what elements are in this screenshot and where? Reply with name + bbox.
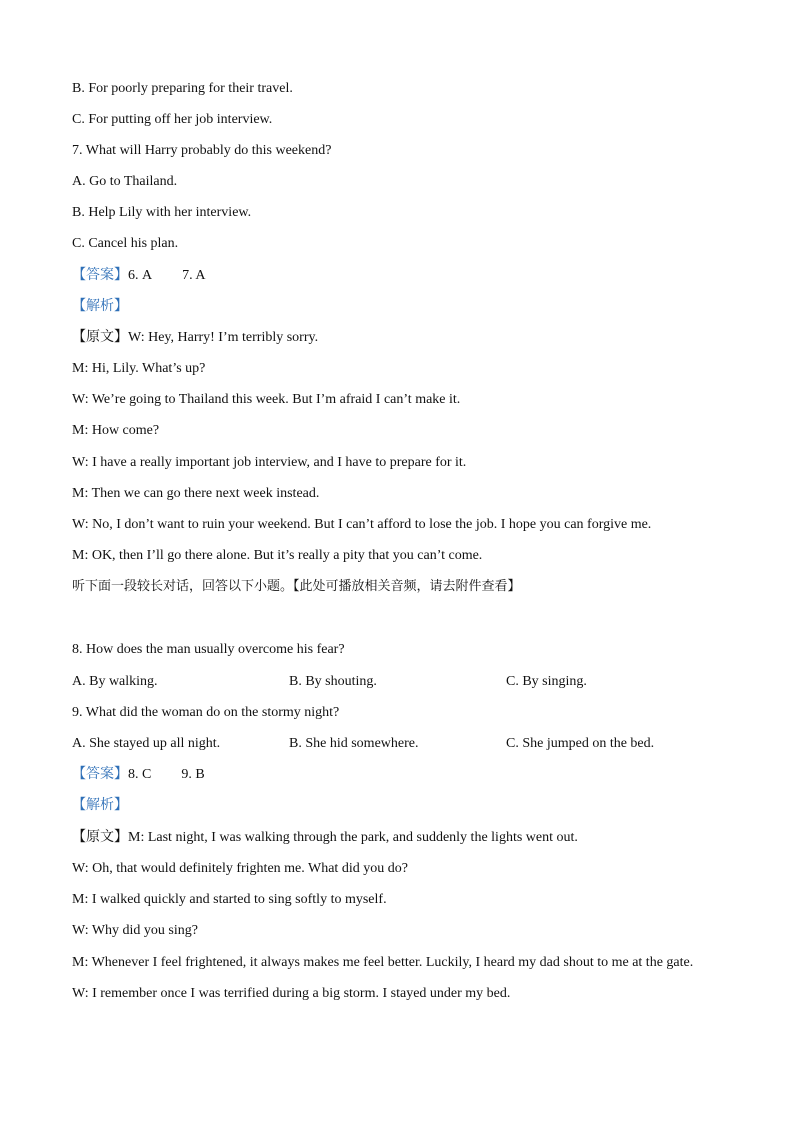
transcript-line: M: Then we can go there next week instead. <box>72 486 320 501</box>
q7-option-c: C. Cancel his plan. <box>72 236 179 251</box>
q7-option-a: A. Go to Thailand. <box>72 174 178 189</box>
transcript-line <box>72 829 578 847</box>
answer-7: 7. A <box>182 268 206 283</box>
transcript-text: M: Last night, I was walking through the park, and suddenly the lights went out. <box>128 830 578 845</box>
transcript-line: W: I remember once I was terrified during a big storm. I stayed under my bed. <box>72 986 511 1001</box>
answer-tag: 【答案】 <box>72 767 128 782</box>
q8-question: 8. How does the man usually overcome his fear? <box>72 642 345 657</box>
q7-option-b: B. Help Lily with her interview. <box>72 205 252 220</box>
transcript-line: W: No, I don’t want to ruin your weekend. But I can’t afford to lose the job. I hope you can forgive me. <box>72 517 652 532</box>
q8-option-c: C. By singing. <box>506 674 587 689</box>
transcript-line: M: Hi, Lily. What’s up? <box>72 361 206 376</box>
q9-option-a: A. She stayed up all night. <box>72 736 221 751</box>
transcript-line <box>72 329 318 347</box>
transcript-line: M: How come? <box>72 423 160 438</box>
listening-instruction: 听下面一段较长对话，回答以下小题。【此处可播放相关音频，请去附件查看】 <box>72 579 521 594</box>
answer-6: 6. A <box>128 268 153 283</box>
answer-8: 8. C <box>128 767 152 782</box>
analysis-tag-2: 【解析】 <box>72 798 128 813</box>
transcript-line: M: Whenever I feel frightened, it always makes me feel better. Luckily, I heard my dad shout to me at the gate. <box>72 955 694 970</box>
transcript-line: W: Oh, that would definitely frighten me. What did you do? <box>72 861 408 876</box>
answer-line-1 <box>72 267 205 285</box>
transcript-line: M: OK, then I’ll go there alone. But it’s really a pity that you can’t come. <box>72 548 483 563</box>
transcript-line: W: We’re going to Thailand this week. But I’m afraid I can’t make it. <box>72 392 461 407</box>
q8-option-a: A. By walking. <box>72 674 158 689</box>
q6-option-b: B. For poorly preparing for their travel. <box>72 81 293 96</box>
q9-option-b: B. She hid somewhere. <box>289 736 419 751</box>
answer-tag: 【答案】 <box>72 268 128 283</box>
q9-question: 9. What did the woman do on the stormy night? <box>72 705 340 720</box>
transcript-tag: 【原文】 <box>72 830 128 845</box>
q8-option-b: B. By shouting. <box>289 674 377 689</box>
q7-question: 7. What will Harry probably do this weekend? <box>72 143 332 158</box>
transcript-tag: 【原文】 <box>72 330 128 345</box>
answer-line-2 <box>72 766 205 784</box>
q9-option-c: C. She jumped on the bed. <box>506 736 655 751</box>
transcript-line: W: Why did you sing? <box>72 923 198 938</box>
analysis-tag-1: 【解析】 <box>72 299 128 314</box>
q6-option-c: C. For putting off her job interview. <box>72 112 273 127</box>
transcript-line: M: I walked quickly and started to sing softly to myself. <box>72 892 387 907</box>
answer-9: 9. B <box>181 767 205 782</box>
transcript-text: W: Hey, Harry! I’m terribly sorry. <box>128 330 319 345</box>
transcript-line: W: I have a really important job interview, and I have to prepare for it. <box>72 455 467 470</box>
